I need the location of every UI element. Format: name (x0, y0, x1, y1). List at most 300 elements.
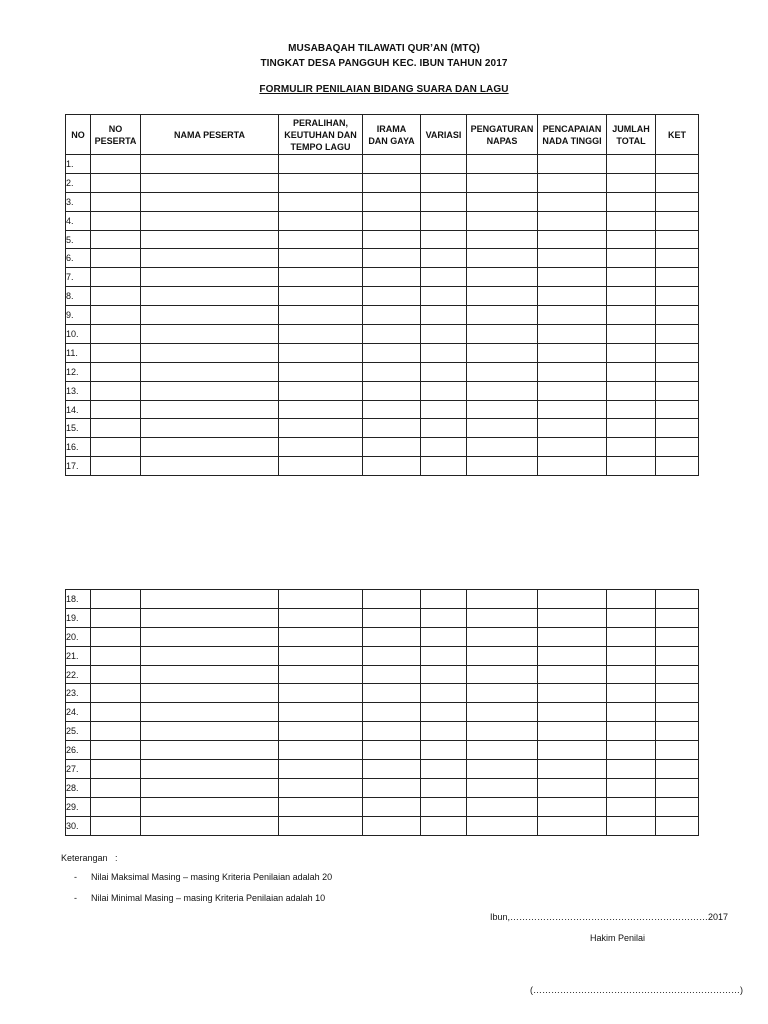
note-bullet: - (74, 872, 77, 882)
blank-cell (421, 230, 467, 249)
blank-cell (538, 268, 607, 287)
blank-cell (91, 608, 141, 627)
table-row (66, 287, 699, 306)
blank-cell (656, 797, 699, 816)
blank-cell (363, 684, 421, 703)
blank-cell (656, 778, 699, 797)
blank-cell (91, 627, 141, 646)
blank-cell (538, 608, 607, 627)
blank-cell (141, 287, 279, 306)
table-row (66, 590, 699, 609)
column-header-text: DAN GAYA (368, 135, 415, 146)
blank-cell (363, 155, 421, 174)
row-number: 17. (66, 457, 91, 476)
row-number: 4. (66, 211, 91, 230)
blank-cell (279, 249, 363, 268)
blank-cell (656, 438, 699, 457)
blank-cell (141, 816, 279, 835)
blank-cell (279, 646, 363, 665)
blank-cell (538, 362, 607, 381)
blank-cell (141, 684, 279, 703)
signature-line: (……………………………………………………………) (530, 985, 743, 995)
blank-cell (467, 778, 538, 797)
blank-cell (279, 665, 363, 684)
row-number: 22. (66, 665, 91, 684)
blank-cell (467, 343, 538, 362)
blank-cell (421, 703, 467, 722)
column-header (467, 115, 538, 155)
blank-cell (141, 778, 279, 797)
blank-cell (538, 438, 607, 457)
blank-cell (656, 608, 699, 627)
blank-cell (607, 230, 656, 249)
blank-cell (607, 684, 656, 703)
blank-cell (607, 778, 656, 797)
blank-cell (538, 665, 607, 684)
table-row (66, 400, 699, 419)
column-header-text: NAMA PESERTA (173, 129, 245, 140)
blank-cell (656, 230, 699, 249)
blank-cell (363, 343, 421, 362)
row-number: 1. (66, 155, 91, 174)
blank-cell (91, 173, 141, 192)
row-number: 27. (66, 760, 91, 779)
blank-cell (141, 760, 279, 779)
row-number: 18. (66, 590, 91, 609)
blank-cell (538, 192, 607, 211)
blank-cell (467, 797, 538, 816)
column-header-text: NO (108, 123, 123, 134)
blank-cell (607, 590, 656, 609)
note-item (74, 872, 332, 882)
blank-cell (656, 381, 699, 400)
blank-cell (91, 816, 141, 835)
table-row (66, 306, 699, 325)
blank-cell (538, 381, 607, 400)
row-number: 19. (66, 608, 91, 627)
blank-cell (141, 325, 279, 344)
blank-cell (607, 741, 656, 760)
blank-cell (279, 457, 363, 476)
table-row (66, 362, 699, 381)
blank-cell (279, 722, 363, 741)
blank-cell (279, 173, 363, 192)
blank-cell (467, 741, 538, 760)
blank-cell (421, 438, 467, 457)
blank-cell (467, 362, 538, 381)
blank-cell (467, 590, 538, 609)
blank-cell (421, 684, 467, 703)
blank-cell (538, 400, 607, 419)
blank-cell (656, 325, 699, 344)
blank-cell (279, 684, 363, 703)
blank-cell (363, 608, 421, 627)
table-row (66, 703, 699, 722)
blank-cell (607, 287, 656, 306)
blank-cell (538, 211, 607, 230)
blank-cell (363, 722, 421, 741)
blank-cell (363, 778, 421, 797)
blank-cell (467, 608, 538, 627)
blank-cell (363, 173, 421, 192)
blank-cell (91, 741, 141, 760)
table-row (66, 627, 699, 646)
blank-cell (363, 590, 421, 609)
blank-cell (363, 325, 421, 344)
blank-cell (467, 306, 538, 325)
blank-cell (607, 343, 656, 362)
column-header-text: NADA TINGGI (542, 135, 602, 146)
blank-cell (421, 722, 467, 741)
column-header-text: KEUTUHAN DAN (284, 129, 357, 140)
blank-cell (421, 797, 467, 816)
table-row (66, 343, 699, 362)
blank-cell (467, 457, 538, 476)
blank-cell (607, 249, 656, 268)
blank-cell (538, 325, 607, 344)
blank-cell (279, 703, 363, 722)
blank-cell (141, 155, 279, 174)
blank-cell (656, 665, 699, 684)
column-header (538, 115, 607, 155)
column-header (279, 115, 363, 155)
blank-cell (91, 665, 141, 684)
blank-cell (421, 268, 467, 287)
blank-cell (421, 381, 467, 400)
table-row (66, 419, 699, 438)
column-header-text: TOTAL (616, 135, 646, 146)
blank-cell (656, 760, 699, 779)
blank-cell (607, 173, 656, 192)
blank-cell (421, 362, 467, 381)
blank-cell (421, 155, 467, 174)
table-row (66, 192, 699, 211)
event-subtitle: TINGKAT DESA PANGGUH KEC. IBUN TAHUN 2017 (260, 58, 508, 69)
column-header (421, 115, 467, 155)
blank-cell (91, 287, 141, 306)
blank-cell (538, 155, 607, 174)
blank-cell (91, 684, 141, 703)
blank-cell (363, 797, 421, 816)
blank-cell (607, 627, 656, 646)
row-number: 6. (66, 249, 91, 268)
row-number: 15. (66, 419, 91, 438)
blank-cell (91, 325, 141, 344)
blank-cell (421, 325, 467, 344)
blank-cell (141, 741, 279, 760)
blank-cell (607, 306, 656, 325)
blank-cell (363, 362, 421, 381)
judge-role: Hakim Penilai (590, 933, 646, 943)
blank-cell (141, 173, 279, 192)
blank-cell (656, 173, 699, 192)
blank-cell (363, 760, 421, 779)
blank-cell (607, 760, 656, 779)
blank-cell (363, 230, 421, 249)
blank-cell (421, 778, 467, 797)
note-item (74, 893, 325, 903)
blank-cell (363, 457, 421, 476)
blank-cell (538, 249, 607, 268)
score-table-1 (65, 114, 699, 476)
column-header (141, 115, 279, 155)
column-header (91, 115, 141, 155)
blank-cell (91, 722, 141, 741)
table-row (66, 608, 699, 627)
table-row (66, 457, 699, 476)
blank-cell (363, 381, 421, 400)
blank-cell (363, 627, 421, 646)
table-row (66, 816, 699, 835)
blank-cell (656, 646, 699, 665)
blank-cell (467, 325, 538, 344)
blank-cell (421, 741, 467, 760)
blank-cell (538, 590, 607, 609)
column-header (656, 115, 699, 155)
row-number: 10. (66, 325, 91, 344)
blank-cell (363, 419, 421, 438)
blank-cell (279, 400, 363, 419)
row-number: 20. (66, 627, 91, 646)
column-header (607, 115, 656, 155)
blank-cell (607, 608, 656, 627)
blank-cell (279, 627, 363, 646)
table-header-row (66, 115, 699, 155)
blank-cell (607, 362, 656, 381)
blank-cell (141, 457, 279, 476)
blank-cell (656, 268, 699, 287)
blank-cell (141, 249, 279, 268)
blank-cell (421, 287, 467, 306)
table-row (66, 778, 699, 797)
form-title: FORMULIR PENILAIAN BIDANG SUARA DAN LAGU (259, 84, 509, 95)
blank-cell (363, 438, 421, 457)
blank-cell (656, 400, 699, 419)
blank-cell (279, 306, 363, 325)
blank-cell (467, 684, 538, 703)
blank-cell (421, 760, 467, 779)
blank-cell (538, 457, 607, 476)
table-row (66, 741, 699, 760)
blank-cell (279, 608, 363, 627)
blank-cell (279, 419, 363, 438)
blank-cell (467, 438, 538, 457)
blank-cell (279, 362, 363, 381)
blank-cell (467, 155, 538, 174)
blank-cell (421, 192, 467, 211)
blank-cell (607, 438, 656, 457)
blank-cell (279, 343, 363, 362)
blank-cell (656, 155, 699, 174)
blank-cell (279, 211, 363, 230)
blank-cell (279, 741, 363, 760)
blank-cell (141, 362, 279, 381)
blank-cell (279, 287, 363, 306)
blank-cell (607, 268, 656, 287)
blank-cell (421, 306, 467, 325)
blank-cell (538, 741, 607, 760)
blank-cell (467, 230, 538, 249)
column-header-text: VARIASI (425, 129, 462, 140)
column-header-text: PESERTA (94, 135, 137, 146)
blank-cell (467, 211, 538, 230)
blank-cell (363, 665, 421, 684)
blank-cell (279, 325, 363, 344)
row-number: 25. (66, 722, 91, 741)
blank-cell (141, 381, 279, 400)
row-number: 16. (66, 438, 91, 457)
blank-cell (656, 419, 699, 438)
blank-cell (421, 646, 467, 665)
blank-cell (607, 211, 656, 230)
column-header (363, 115, 421, 155)
blank-cell (141, 192, 279, 211)
blank-cell (656, 816, 699, 835)
column-header-text: NAPAS (486, 135, 518, 146)
blank-cell (538, 287, 607, 306)
blank-cell (141, 230, 279, 249)
blank-cell (538, 816, 607, 835)
blank-cell (607, 325, 656, 344)
blank-cell (91, 306, 141, 325)
blank-cell (467, 665, 538, 684)
blank-cell (363, 192, 421, 211)
column-header-text: PENGATURAN (470, 123, 534, 134)
blank-cell (656, 703, 699, 722)
notes-colon: : (115, 853, 118, 863)
blank-cell (279, 192, 363, 211)
blank-cell (656, 287, 699, 306)
row-number: 2. (66, 173, 91, 192)
column-header-text: PERALIHAN, (292, 117, 348, 128)
blank-cell (279, 155, 363, 174)
blank-cell (279, 797, 363, 816)
blank-cell (91, 760, 141, 779)
blank-cell (467, 249, 538, 268)
note-text: Nilai Minimal Masing – masing Kriteria Penilaian adalah 10 (91, 893, 326, 903)
blank-cell (656, 722, 699, 741)
table-row (66, 173, 699, 192)
note-text: Nilai Maksimal Masing – masing Kriteria Penilaian adalah 20 (91, 872, 333, 882)
blank-cell (91, 343, 141, 362)
blank-cell (421, 590, 467, 609)
table-row (66, 797, 699, 816)
blank-cell (607, 400, 656, 419)
row-number: 12. (66, 362, 91, 381)
table-row (66, 268, 699, 287)
blank-cell (279, 760, 363, 779)
blank-cell (279, 816, 363, 835)
blank-cell (467, 419, 538, 438)
blank-cell (91, 211, 141, 230)
place-date-line: Ibun,…………………………………………………………2017 (490, 912, 729, 922)
blank-cell (538, 306, 607, 325)
row-number: 26. (66, 741, 91, 760)
table-row (66, 438, 699, 457)
column-header-text: JUMLAH (612, 123, 650, 134)
blank-cell (607, 703, 656, 722)
blank-cell (141, 722, 279, 741)
blank-cell (141, 797, 279, 816)
blank-cell (91, 362, 141, 381)
column-header-text: PENCAPAIAN (542, 123, 602, 134)
blank-cell (279, 381, 363, 400)
blank-cell (91, 381, 141, 400)
blank-cell (421, 627, 467, 646)
blank-cell (363, 646, 421, 665)
blank-cell (607, 419, 656, 438)
blank-cell (538, 230, 607, 249)
column-header-text: KET (668, 129, 686, 140)
blank-cell (141, 306, 279, 325)
blank-cell (656, 306, 699, 325)
blank-cell (538, 173, 607, 192)
blank-cell (656, 741, 699, 760)
blank-cell (141, 438, 279, 457)
blank-cell (467, 722, 538, 741)
blank-cell (656, 362, 699, 381)
blank-cell (607, 797, 656, 816)
column-header-text: IRAMA (376, 123, 407, 134)
blank-cell (538, 627, 607, 646)
row-number: 14. (66, 400, 91, 419)
blank-cell (538, 646, 607, 665)
blank-cell (467, 400, 538, 419)
blank-cell (363, 741, 421, 760)
blank-cell (363, 816, 421, 835)
table-row (66, 211, 699, 230)
blank-cell (538, 778, 607, 797)
blank-cell (607, 722, 656, 741)
blank-cell (421, 211, 467, 230)
blank-cell (141, 268, 279, 287)
table-row (66, 230, 699, 249)
row-number: 9. (66, 306, 91, 325)
blank-cell (656, 192, 699, 211)
blank-cell (538, 760, 607, 779)
blank-cell (141, 400, 279, 419)
blank-cell (421, 419, 467, 438)
blank-cell (91, 703, 141, 722)
blank-cell (363, 268, 421, 287)
row-number: 5. (66, 230, 91, 249)
blank-cell (141, 665, 279, 684)
blank-cell (91, 268, 141, 287)
blank-cell (538, 722, 607, 741)
blank-cell (91, 778, 141, 797)
blank-cell (141, 627, 279, 646)
note-bullet: - (74, 893, 77, 903)
column-header (66, 115, 91, 155)
blank-cell (279, 268, 363, 287)
blank-cell (141, 211, 279, 230)
blank-cell (467, 646, 538, 665)
blank-cell (538, 797, 607, 816)
blank-cell (421, 173, 467, 192)
blank-cell (141, 419, 279, 438)
blank-cell (421, 400, 467, 419)
blank-cell (467, 703, 538, 722)
blank-cell (607, 381, 656, 400)
blank-cell (467, 816, 538, 835)
table-row (66, 722, 699, 741)
blank-cell (91, 457, 141, 476)
blank-cell (91, 438, 141, 457)
blank-cell (91, 400, 141, 419)
blank-cell (656, 343, 699, 362)
table-row (66, 249, 699, 268)
blank-cell (141, 343, 279, 362)
